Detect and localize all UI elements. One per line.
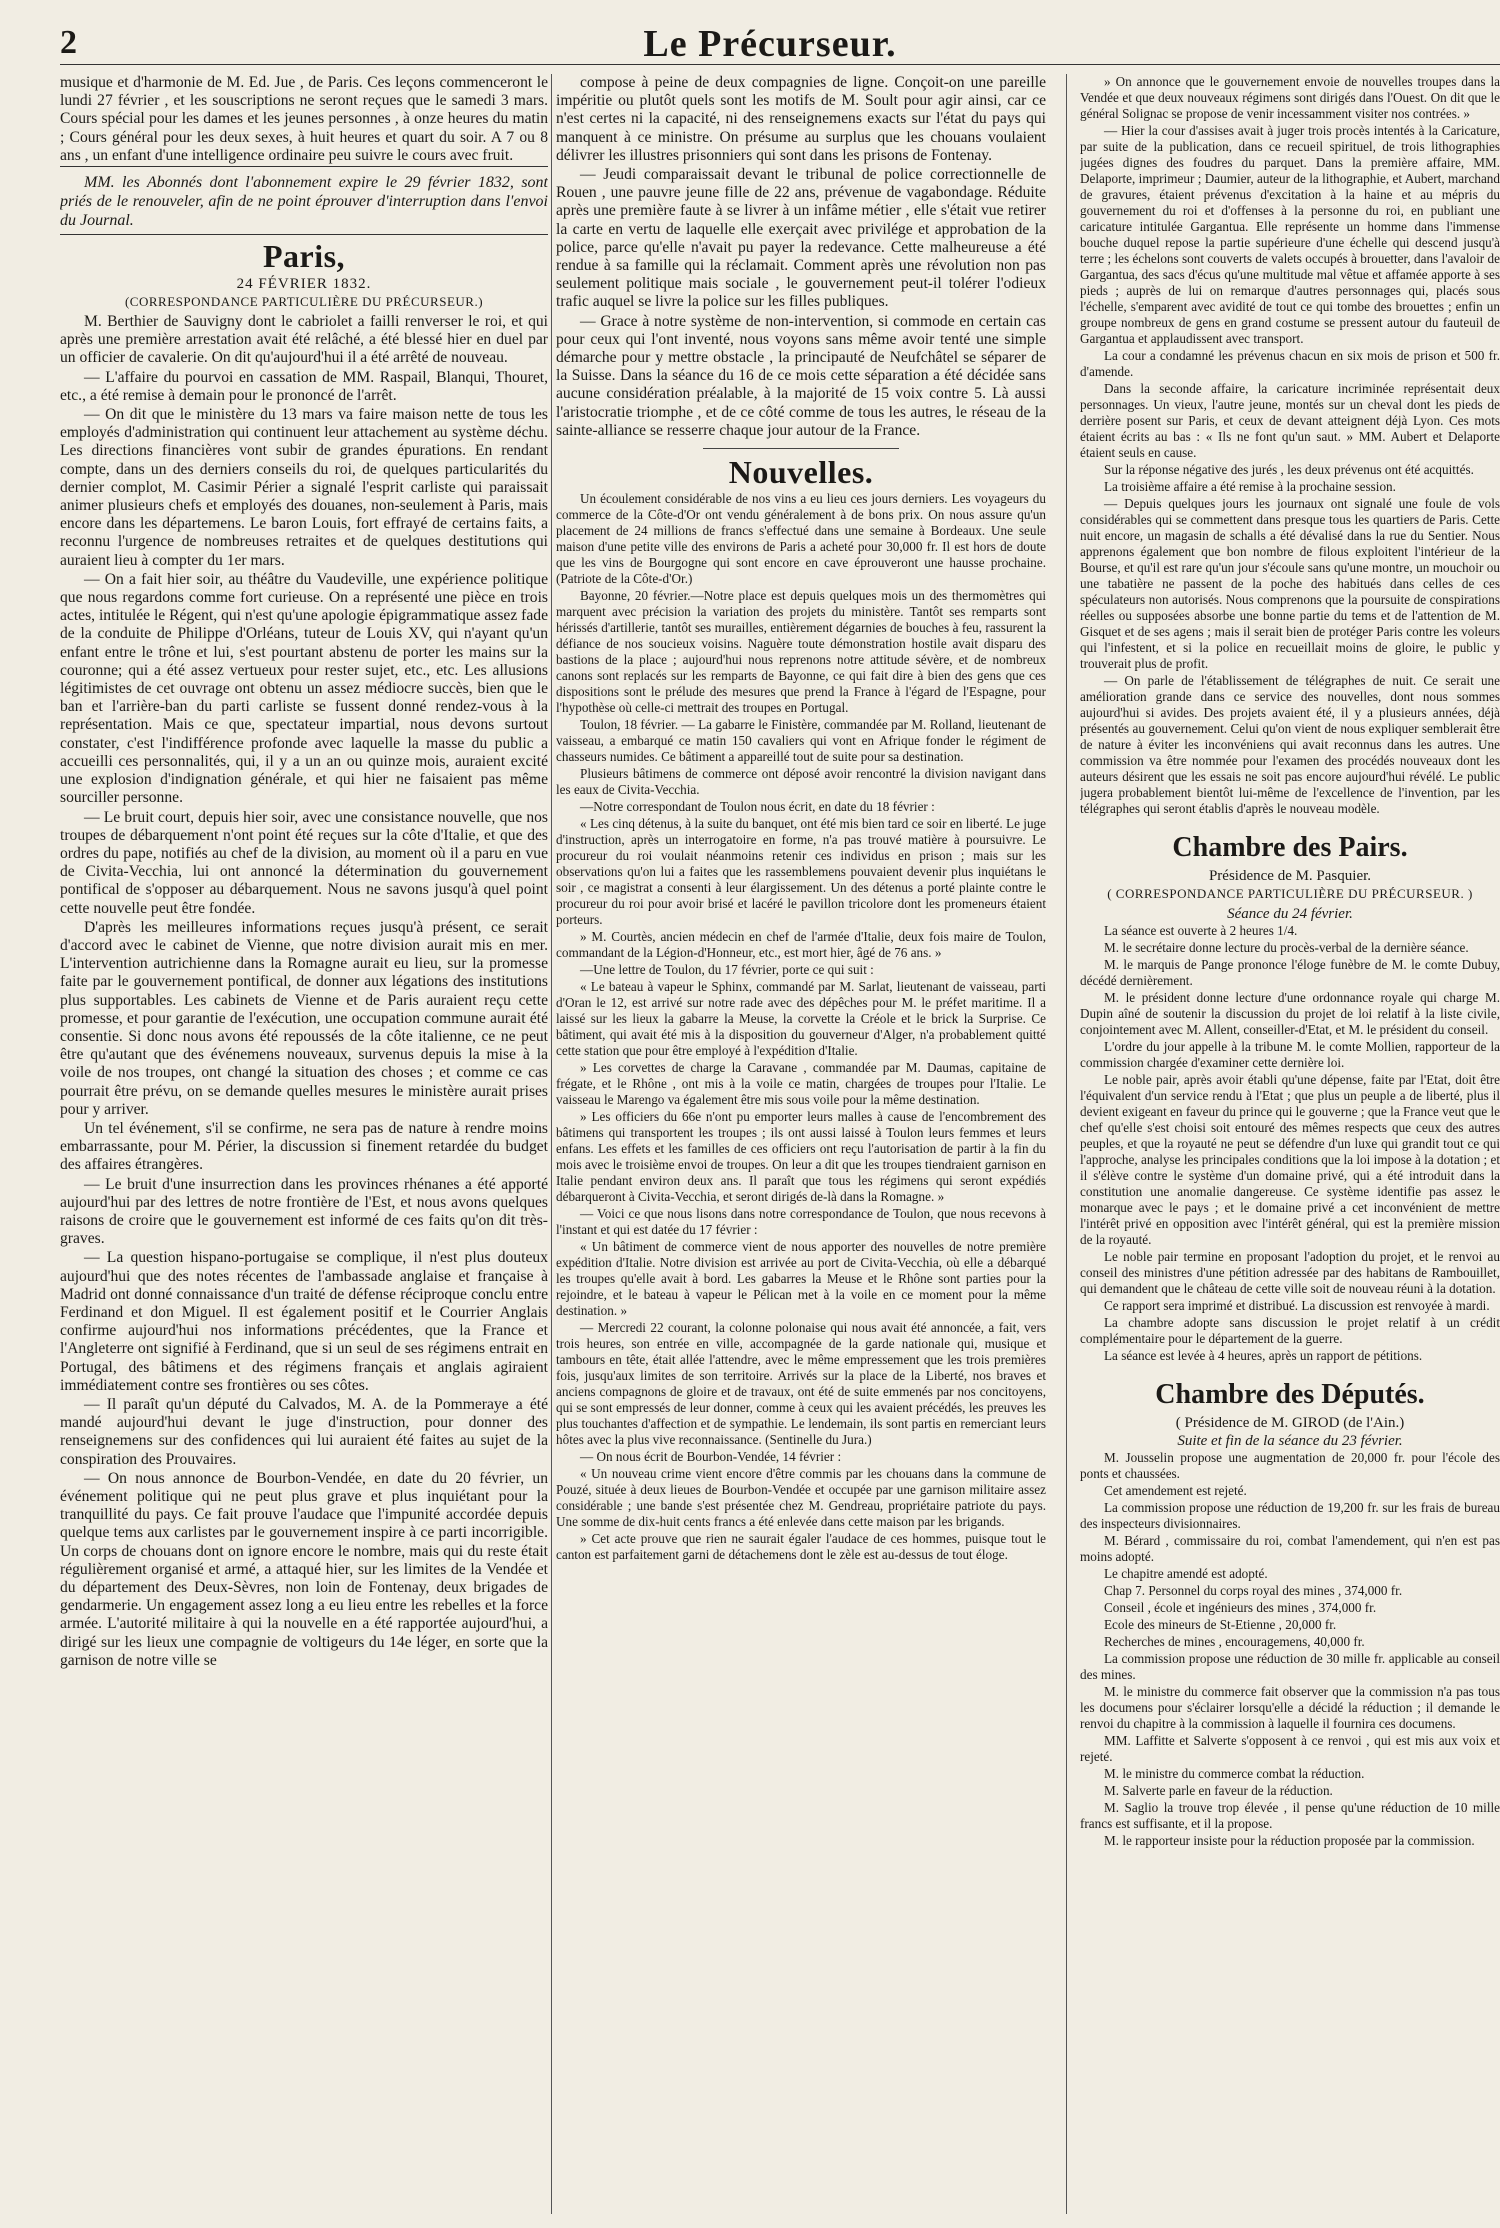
proceeding-paragraph: Le noble pair, après avoir établi qu'une dépense, faite par l'Etat, doit être l'équivalent d'un service rendu à l'Etat ; que plus un peuple a de liberté, plus il devient exigeant en faveur du prince qui le gouverne ; que la France veut que le chef qu'elle s'est choisi soit entouré des mêmes respects que ceux des autres peuples, et que la royauté ne peut se défendre d'un luxe qui grandit tout ce qui l'approche, analyse les principales conditions que la loi impose à la dotation ; et il s'élève contre le système d'un domaine privé, qui a été introduit dans la constitution une anomalie dangereuse. Ce système identifie pas assez le monarque avec le pays ; et le domaine privé a cet inconvénient de mettre l'intérêt privé en opposition avec l'intérêt général, qui est la première mission de la royauté. bbox=[1080, 1072, 1500, 1247]
news-paragraph: — Hier la cour d'assises avait à juger trois procès intentés à la Caricature, par suite de la publication, dans ce recueil spirituel, de trois lithographies jugées dignes des foudres du parquet. Dans la première affaire, MM. Delaporte, imprimeur ; Daumier, auteur de la lithographie, et Aubert, marchand de gravures, étaient prévenus d'excitation à la haine et au mépris du gouvernement du roi et d'offenses à la personne du roi, en publiant une caricature intitulée Gargantua. Elle représente un homme dans l'immense bouche duquel repose la partie supérieure d'une échelle qui descend jusqu'à terre ; les échelons sont couverts de valets occupés à brouetter, dans l'avaloir de Gargantua, des sacs d'écus qu'une multitude mal vêtue et affamée apporte à ses pieds ; auprès de lui on remarque d'autres personnages qui, placés sous l'échelle, s'emparent avec avidité de tout ce qui tombe des brouettes ; enfin un groupe nombreux de gens en grand costume se pressent autour du fauteuil de Gargantua et applaudissent avec transport. bbox=[1080, 123, 1500, 346]
proceeding-paragraph: Le noble pair termine en proposant l'adoption du projet, et le renvoi au conseil des ministres d'une pétition adressée par des habitans de Rambouillet, qui demandent que le château de cette ville soit de nouveau réuni à la dotation. bbox=[1080, 1249, 1500, 1296]
news-paragraph: » M. Courtès, ancien médecin en chef de l'armée d'Italie, deux fois maire de Toulon, commandant de la Légion-d'Honneur, etc., est mort hier, âgé de 76 ans. » bbox=[556, 929, 1046, 961]
news-continued bbox=[1080, 74, 1500, 817]
proceeding-paragraph: Ecole des mineurs de St-Etienne , 20,000 fr. bbox=[1104, 1617, 1337, 1632]
page-number: 2 bbox=[60, 24, 77, 61]
section-separator bbox=[703, 448, 899, 449]
proceeding-paragraph: Conseil , école et ingénieurs des mines , 374,000 fr. bbox=[1104, 1600, 1377, 1615]
deputes-proceedings bbox=[1080, 1450, 1500, 1849]
proceeding-paragraph: M. Saglio la trouve trop élevée , il pense qu'une réduction de 10 mille francs est suffisante, et il la propose. bbox=[1080, 1800, 1500, 1831]
news-paragraph: Bayonne, 20 février.—Notre place est depuis quelques mois un des thermomètres qui marquent avec précision la variation des projets du ministère. Tantôt ses remparts sont hérissés d'artillerie, tantôt ses murailles, entièrement dégarnies de bouches à feu, rassurent la défiance de nos soucieux voisins. Naguère toute démonstration hostile avait disparu des bastions de la place ; aujourd'hui nous reprenons notre attitude sévère, et de nombreux canons sont replacés sur les remparts de Bayonne, ce qui fait dire à bien des gens que ces dispositions sont le prélude des mesures que prend la France à l'égard de l'Espagne, pour l'hypothèse où celle-ci mettrait des troupes en Portugal. bbox=[556, 588, 1046, 716]
article-paragraph: — Le bruit court, depuis hier soir, avec une consistance nouvelle, que nos troupes de débarquement n'ont point été reçues sur la côte d'Italie, et que des ordres du pape, notifiés au chef de la division, au moment où il a paru en vue de Civita-Vecchia, lui ont annoncé la détermination du gouvernement pontifical de s'opposer au débarquement. Nous ne savons jusqu'à quel point cette nouvelle peut être fondée. bbox=[60, 808, 548, 917]
paris-articles bbox=[60, 313, 548, 1670]
news-paragraph: « Un nouveau crime vient encore d'être commis par les chouans dans la commune de Pouzé, située à deux lieues de Bourbon-Vendée et occupée par une garnison militaire assez considérable ; une bande s'est présentée chez M. Gendreau, propriétaire patriote du pays. Une somme de dix-huit cents francs a été enlevée dans cette maison par les brigands. bbox=[556, 1466, 1046, 1530]
news-paragraph: Plusieurs bâtimens de commerce ont déposé avoir rencontré la division navigant dans les eaux de Civita-Vecchia. bbox=[556, 766, 1046, 798]
deputes-seance: Suite et fin de la séance du 23 février. bbox=[1177, 1433, 1403, 1449]
proceeding-paragraph: M. le rapporteur insiste pour la réduction proposée par la commission. bbox=[1104, 1833, 1475, 1848]
column-3 bbox=[1080, 74, 1500, 2214]
pairs-heading: Chambre des Pairs. bbox=[1172, 832, 1408, 863]
pairs-proceedings bbox=[1080, 923, 1500, 1364]
article-paragraph: — Grace à notre système de non-intervention, si commode en certain cas pour ceux qui l'ont inventé, nous voyons sans même avoir tenté une simple démarche pour y mettre obstacle , la principauté de Neufchâtel se séparer de la Suisse. Dans la séance du 16 de ce mois cette séparation a été décidée sans aucune considération préalable, à la majorité de 15 voix contre 5. Là aussi l'aristocratie triomphe , et de ce côté comme de tous les autres, le réseau de la sainte-alliance se resserre chaque jour autour de la France. bbox=[556, 312, 1046, 439]
nouvelles-heading: Nouvelles. bbox=[728, 454, 874, 491]
proceeding-paragraph: M. le ministre du commerce fait observer que la commission n'a pas tous les documens pour s'éclairer lorsqu'elle a décidé la réduction ; il demande le renvoi du chapitre à la commission à laquelle il fournira ces documens. bbox=[1080, 1684, 1500, 1731]
news-paragraph: Dans la seconde affaire, la caricature incriminée représentait deux personnages. Un vieux, l'autre jeune, montés sur un cheval dont les pieds de derrière posent sur Paris, et ceux de devant atteignent déjà Lyon. Ces mots étaient écrits au bas : « Ils ne font qu'un saut. » MM. Aubert et Delaporte étaient seuls en cause. bbox=[1080, 381, 1500, 460]
news-paragraph: La troisième affaire a été remise à la prochaine session. bbox=[1104, 479, 1396, 494]
paris-correspondence: (CORRESPONDANCE PARTICULIÈRE DU PRÉCURSEUR.) bbox=[124, 294, 484, 310]
article-paragraph: M. Berthier de Sauvigny dont le cabriolet a failli renverser le roi, et qui après une première arrestation avait été relâché, a été blessé hier en duel par un officier de cavalerie. On dit qu'aujourd'hui il a été arrêté de nouveau. bbox=[60, 313, 548, 367]
proceeding-paragraph: Cet amendement est rejeté. bbox=[1104, 1483, 1247, 1498]
news-paragraph: — On parle de l'établissement de télégraphes de nuit. Ce serait une amélioration grande dans ce service des nouvelles, dont nous sommes aujourd'hui si avides. Des projets avaient été, il y a plusieurs années, déjà présentés au gouvernement. Celui qu'on vient de nous expliquer semblerait être de nature à éviter les inconvéniens qui avait reconnus dans les autres. Une commission va être nommée pour l'examen des procédés nouveaux dont les auteurs désirent que les essais ne soit pas encore aujourd'hui révélé. Le public jugera probablement bientôt lui-même de l'excellence de l'invention, par les télégraphes qui seront établis d'après le nouveau modèle. bbox=[1080, 673, 1500, 816]
news-paragraph: —Une lettre de Toulon, du 17 février, porte ce qui suit : bbox=[580, 962, 874, 978]
article-paragraph: — L'affaire du pourvoi en cassation de MM. Raspail, Blanqui, Thouret, etc., a été remise à demain pour le prononcé de l'arrêt. bbox=[60, 368, 548, 404]
deputes-heading: Chambre des Députés. bbox=[1155, 1379, 1425, 1410]
article-paragraph: — Il paraît qu'un député du Calvados, M. A. de la Pommeraye a été mandé aujourd'hui devant le juge d'instruction, pour donner des renseignemens sur des confidences qui lui auraient été faites au sujet de la conspiration des Prouvaires. bbox=[60, 1396, 548, 1468]
paris-date: 24 FÉVRIER 1832. bbox=[236, 276, 372, 293]
article-paragraph: — On nous annonce de Bourbon-Vendée, en date du 20 février, un événement politique qui ne peut plus grave et plus inquiétant pour la tranquillité du pays. Ce fait prouve l'audace que l'impunité accordée depuis quelque tems aux carlistes par le gouvernement inspire à ce parti incorrigible. Un corps de chouans dont on ignore encore le nombre, mais qui du reste était régulièrement organisé et armé, a attaqué hier, sur les limites de la Vendée et du département des Deux-Sèvres, non loin de Fontenay, deux brigades de gendarmerie. Un engagement assez long a eu lieu entre les rebelles et la force armée. L'autorité militaire à qui la nouvelle en a été rapportée aujourd'hui, a dirigé sur les lieux une compagnie de voltigeurs du 14e léger, en sorte que la garnison de notre ville se bbox=[60, 1469, 548, 1669]
intro-paragraph: musique et d'harmonie de M. Ed. Jue , de Paris. Ces leçons commenceront le lundi 27 février , et les souscriptions ne seront reçues que le samedi 3 mars. Cours spécial pour les dames et les jeunes personnes , à onze heures du matin ; Cours général pour les deux sexes, à huit heures et quart du soir. A 7 ou 8 ans , un enfant d'une intelligence ordinaire peu suivre le cours avec fruit. bbox=[60, 74, 548, 164]
news-paragraph: — Voici ce que nous lisons dans notre correspondance de Toulon, que nous recevons à l'instant et qui est datée du 17 février : bbox=[556, 1206, 1046, 1238]
page-header bbox=[60, 22, 1480, 68]
column-divider bbox=[551, 74, 552, 2214]
news-paragraph: — Depuis quelques jours les journaux ont signalé une foule de vols considérables qui se commettent dans presque tous les quartiers de Paris. Cette nuit encore, un magasin de schalls a été dévalisé dans la rue du Sentier. Nous apprenons également que bon nombre de filous exploitent l'intérieur de la Bourse, et qu'il est rare qu'un jour s'écoule sans qu'une montre, un mouchoir ou une tabatière ne passent de la poche des habitués dans celles de ces spéculateurs non autorisés. Nous comprenons que la poursuite de conspirations réelles ou supposées absorbe une bonne partie du tems et de l'attention de M. Gisquet et de ses agens ; mais il serait bien de protéger Paris contre les voleurs qui l'infestent, et si la police en recueillait moins de gloire, le public y trouverait plus de profit. bbox=[1080, 496, 1500, 671]
news-paragraph: —Notre correspondant de Toulon nous écrit, en date du 18 février : bbox=[580, 799, 935, 815]
news-paragraph: « Le bateau à vapeur le Sphinx, commandé par M. Sarlat, lieutenant de vaisseau, parti d'Oran le 12, est arrivé sur notre rade avec des dépêches pour M. le préfet maritime. Il a laissé sur les lieux la gabarre la Meuse, la corvette la Créole et le brick la Surprise. Ce bâtiment, qui avait été mis à la disposition du gouverneur d'Alger, n'a probablement quitté cette station que pour être employé à l'expédition d'Italie. bbox=[556, 979, 1046, 1059]
article-paragraph: — La question hispano-portugaise se complique, il n'est plus douteux aujourd'hui que des notes récentes de l'ambassade anglaise et française à Madrid ont donné connaissance d'un traité de défense réciproque conclu entre Ferdinand et don Miguel. Il est également positif et le Courrier Anglais confirme aujourd'hui nos informations précédentes, que la France et l'Angleterre ont signifié à Ferdinand, que si un seul de ses régimens entrait en Portugal, des bâtimens et des régimens français et anglais agiraient immédiatement contre ses frontières ou ses côtes. bbox=[60, 1249, 548, 1394]
article-paragraph: — On a fait hier soir, au théâtre du Vaudeville, une expérience politique que nous regardons comme fort curieuse. On a représenté une pièce en trois actes, intitulée le Régent, qui n'est qu'une apologie épigrammatique assez fade de la conduite de Philippe d'Orléans, tuteur de Louis XV, qui n'ayant qu'un enfant entre le trône et lui, s'est pourtant abstenu de porter les mains sur la couronne; qui a été assez vertueux pour rester sujet, etc., etc. Les allusions légitimistes de cet ouvrage ont obtenu un assez médiocre succès, bien que le ban et l'arrière-ban du parti carliste se fussent donné rendez-vous à la représentation. Mais ce que, spectateur impartial, nous devons surtout constater, c'est l'indifférence profonde avec laquelle la masse du public a accueilli ces personnalités, qui, il y a un an ou quinze mois, auraient excité une explosion d'indignation générale, et qui hier ne faisaient pas même sourciller personne. bbox=[60, 570, 548, 807]
news-paragraph: — On nous écrit de Bourbon-Vendée, 14 février : bbox=[580, 1449, 842, 1465]
proceeding-paragraph: Le chapitre amendé est adopté. bbox=[1104, 1566, 1268, 1581]
column-1 bbox=[60, 74, 548, 2214]
proceeding-paragraph: La séance est ouverte à 2 heures 1/4. bbox=[1104, 923, 1298, 938]
deputes-presidence: ( Présidence de M. GIROD (de l'Ain.) bbox=[1175, 1415, 1405, 1431]
proceeding-paragraph: L'ordre du jour appelle à la tribune M. le comte Mollien, rapporteur de la commission chargée d'examiner cette dernière loi. bbox=[1080, 1039, 1500, 1070]
article-paragraph: — Jeudi comparaissait devant le tribunal de police correctionnelle de Rouen , une pauvre jeune fille de 22 ans, prévenue de vagabondage. Réduite après une première faute à se livrer à un infâme métier , elle s'était vue retirer la carte en vertu de laquelle elle exerçait avec privilége et approbation de la police, parce qu'elle n'avait pu payer la redevance. Cette malheureuse a été rendue à sa famille qui la réclamait. Comment après une révolution non pas seulement politique mais sociale , le gouvernement peut-il tolérer l'odieux trafic auquel se livre la police sur les filles publiques. bbox=[556, 166, 1046, 311]
masthead-title: Le Précurseur. bbox=[643, 23, 897, 65]
article-paragraph: — On dit que le ministère du 13 mars va faire maison nette de tous les employés d'administration qui continuent leur attachement au système déchu. Les directions financières vont subir de grandes épurations. En rendant compte, dans un des derniers conseils du roi, de quelques particularités du dernier complot, M. Casimir Périer a signalé l'esprit carliste qui paraissait animer plusieurs chefs et employés des douanes, non-seulement à Paris, mais encore dans les départemens. Le baron Louis, fort effrayé de certains faits, a reconnu l'urgence de nombreuses retraites et de quelques destitutions qui auraient lieu à compter du 1er mars. bbox=[60, 406, 548, 569]
article-paragraph: compose à peine de deux compagnies de ligne. Conçoit-on une pareille impéritie ou plutôt quels sont les motifs de M. Soult pour agir ainsi, car ce n'est certes ni la capacité, ni des renseignemens exacts sur l'état du pays qui manquent à ce ministre. On présume au surplus que les chouans voulaient délivrer les illustres prisonniers qui sont dans les prisons de Fontenay. bbox=[556, 74, 1046, 164]
column-divider bbox=[1066, 74, 1067, 2214]
news-paragraph: « Les cinq détenus, à la suite du banquet, ont été mis bien tard ce soir en liberté. Le juge d'instruction, après un interrogatoire en forme, n'a pas trouvé matière à poursuivre. Le procureur du roi voulait néanmoins retenir ces individus en prison ; mais sur les observations qu'on lui a faites que les rassemblemens pouvaient devenir plus inquiétans le soir , ce magistrat a consenti à leur élargissement. Un des détenus a porté plainte contre le procureur du roi pour avoir brisé et lacéré le pavillon tricolore dont les promeneurs étaient porteurs. bbox=[556, 816, 1046, 928]
nouvelles-articles bbox=[556, 491, 1046, 1563]
proceeding-paragraph: MM. Laffitte et Salverte s'opposent à ce renvoi , qui est mis aux voix et rejeté. bbox=[1080, 1733, 1500, 1764]
proceeding-paragraph: M. Bérard , commissaire du roi, combat l'amendement, qui n'en est pas moins adopté. bbox=[1080, 1533, 1500, 1564]
proceeding-paragraph: M. Salverte parle en faveur de la réduction. bbox=[1104, 1783, 1333, 1798]
article-paragraph: Un tel événement, s'il se confirme, ne sera pas de nature à rendre moins embarrassante, pour M. Périer, la discussion si finement retardée du budget des affaires étrangères. bbox=[60, 1119, 548, 1174]
news-paragraph: La cour a condamné les prévenus chacun en six mois de prison et 500 fr. d'amende. bbox=[1080, 348, 1500, 379]
article-paragraph: — Le bruit d'une insurrection dans les provinces rhénanes a été apporté aujourd'hui par des lettres de notre frontière de l'Est, et nous avons quelques raisons de croire que le gouvernement est informé de ces faits qu'on dit très-graves. bbox=[60, 1175, 548, 1248]
continued-articles bbox=[556, 74, 1046, 440]
column-2 bbox=[556, 74, 1046, 2214]
proceeding-paragraph: La commission propose une réduction de 19,200 fr. sur les frais de bureau des inspecteurs divisionnaires. bbox=[1080, 1500, 1500, 1531]
news-paragraph: » On annonce que le gouvernement envoie de nouvelles troupes dans la Vendée et que deux nouveaux régimens sont dirigés dans l'Ouest. On dit que le général Solignac se propose de venir incessamment visiter nos contrées. » bbox=[1080, 74, 1500, 121]
news-paragraph: Sur la réponse négative des jurés , les deux prévenus ont été acquittés. bbox=[1104, 462, 1474, 477]
news-paragraph: » Les corvettes de charge la Caravane , commandée par M. Daumas, capitaine de frégate, et le Rhône , ont mis à la voile ce matin, chargées de troupes pour l'Italie. Le vaisseau le Marengo va également être mis sous voile pour la même destination. bbox=[556, 1060, 1046, 1108]
proceeding-paragraph: La séance est levée à 4 heures, après un rapport de pétitions. bbox=[1104, 1348, 1423, 1363]
proceeding-paragraph: La chambre adopte sans discussion le projet relatif à un crédit complémentaire pour le département de la guerre. bbox=[1080, 1315, 1500, 1346]
proceeding-paragraph: Chap 7. Personnel du corps royal des mines , 374,000 fr. bbox=[1104, 1583, 1403, 1598]
news-paragraph: « Un bâtiment de commerce vient de nous apporter des nouvelles de notre première expédition d'Italie. Notre division est arrivée au port de Civita-Vecchia, où elle a débarqué les troupes qu'elle avait à bord. Les gabarres la Meuse et le Rhône sont parties pour la rejoindre, et le bateau à vapeur le Pélican met à la voile en ce moment pour la même destination. » bbox=[556, 1239, 1046, 1319]
news-paragraph: » Les officiers du 66e n'ont pu emporter leurs malles à cause de l'encombrement des bâtimens qui transportent les troupes ; ils ont aussi laissé à Toulon leurs femmes et leurs enfans. Les effets et les familles de ces officiers ont reçu l'autorisation de partir à la fin du mois avec le troisième envoi de troupes. On leur a dit que les troupes tiendraient garnison en Italie pendant environ deux ans. Il paraît que tous les régimens qui seront expédiés débarqueront à Civita-Vecchia, et seront dirigés de-là dans la Romagne. » bbox=[556, 1109, 1046, 1205]
subscriber-notice: MM. les Abonnés dont l'abonnement expire le 29 février 1832, sont priés de le renouveler, afin de ne point éprouver d'interruption dans l'envoi du Journal. bbox=[60, 166, 548, 235]
proceeding-paragraph: Ce rapport sera imprimé et distribué. La discussion est renvoyée à mardi. bbox=[1104, 1298, 1490, 1313]
header-rule bbox=[60, 64, 1500, 65]
proceeding-paragraph: M. Jousselin propose une augmentation de 20,000 fr. pour l'école des ponts et chaussées. bbox=[1080, 1450, 1500, 1481]
paris-heading: Paris, bbox=[262, 238, 346, 275]
proceeding-paragraph: Recherches de mines , encouragemens, 40,000 fr. bbox=[1104, 1634, 1365, 1649]
article-paragraph: D'après les meilleures informations reçues jusqu'à présent, ce serait d'accord avec le cabinet de Vienne, que notre division aurait mis en mer. L'intervention autrichienne dans la Romagne aurait eu lieu, sur la promesse faite par le gouvernement pontifical, de donner aux légations des institutions plus supportables. Les cabinets de Vienne et de Paris auraient reçu cette promesse, et pour garantie de l'exécution, une occupation commune aurait été consentie. Si donc nous avons été repoussés de la côte italienne, ce ne peut être qu'autant que des événemens nouveaux, survenus depuis la mise à la voile de nos troupes, ont changé la situation des choses ; et comme ce cas pourrait être prévu, on se demande quelles mesures le ministère aurait prises pour y arriver. bbox=[60, 918, 548, 1118]
pairs-seance: Séance du 24 février. bbox=[1227, 906, 1353, 922]
proceeding-paragraph: M. le secrétaire donne lecture du procès-verbal de la dernière séance. bbox=[1104, 940, 1469, 955]
proceeding-paragraph: M. le président donne lecture d'une ordonnance royale qui charge M. Dupin aîné de soutenir la discussion du projet de loi relatif à la liste civile, conjointement avec M. Allent, conseiller-d'Etat, et M. le président du conseil. bbox=[1080, 990, 1500, 1037]
proceeding-paragraph: M. le marquis de Pange prononce l'éloge funèbre de M. le comte Dubuy, décédé dernièrement. bbox=[1080, 957, 1500, 988]
pairs-presidence: Présidence de M. Pasquier. bbox=[1208, 868, 1372, 884]
news-paragraph: — Mercredi 22 courant, la colonne polonaise qui nous avait été annoncée, a fait, vers trois heures, son entrée en ville, accompagnée de la garde nationale qui, musique et tambours en tête, était allée l'attendre, avec le même empressement que les trois premières fois, jusqu'aux limites de son territoire. Arrivés sur la place de la Liberté, nos braves et anciens compagnons de gloire et de travaux, ont été de suite emmenés par nos concitoyens, qui se sont empressés de leur donner, comme à ceux qui les avaient précédés, les preuves les plus touchantes d'affection et de sympathie. Le lendemain, ils sont partis en remerciant leurs hôtes avec la plus vive reconnaissance. (Sentinelle du Jura.) bbox=[556, 1320, 1046, 1448]
news-paragraph: » Cet acte prouve que rien ne saurait égaler l'audace de ces hommes, puisque tout le canton est parfaitement garni de détachemens dont le zèle est au-dessus de tout éloge. bbox=[556, 1531, 1046, 1563]
news-paragraph: Toulon, 18 février. — La gabarre le Finistère, commandée par M. Rolland, lieutenant de vaisseau, a embarqué ce matin 150 cavaliers qui vont en Afrique fonder le régiment de chasseurs numides. Ce bâtiment a appareillé tout de suite pour sa destination. bbox=[556, 717, 1046, 765]
proceeding-paragraph: La commission propose une réduction de 30 mille fr. applicable au conseil des mines. bbox=[1080, 1651, 1500, 1682]
proceeding-paragraph: M. le ministre du commerce combat la réduction. bbox=[1104, 1766, 1365, 1781]
news-paragraph: Un écoulement considérable de nos vins a eu lieu ces jours derniers. Les voyageurs du commerce de la Côte-d'Or ont vendu généralement à de bons prix. On nous assure qu'un placement de 24 millions de francs s'effectué dans une semaine à Bordeaux. Une seule maison d'une petite ville des environs de Paris a acheté pour 30,000 fr. Il est hors de doute que les vins de Bourgogne qui sont encore en cave éprouveront une hausse prochaine. (Patriote de la Côte-d'Or.) bbox=[556, 491, 1046, 587]
pairs-correspondence: ( CORRESPONDANCE PARTICULIÈRE DU PRÉCURSEUR. ) bbox=[1107, 886, 1473, 901]
